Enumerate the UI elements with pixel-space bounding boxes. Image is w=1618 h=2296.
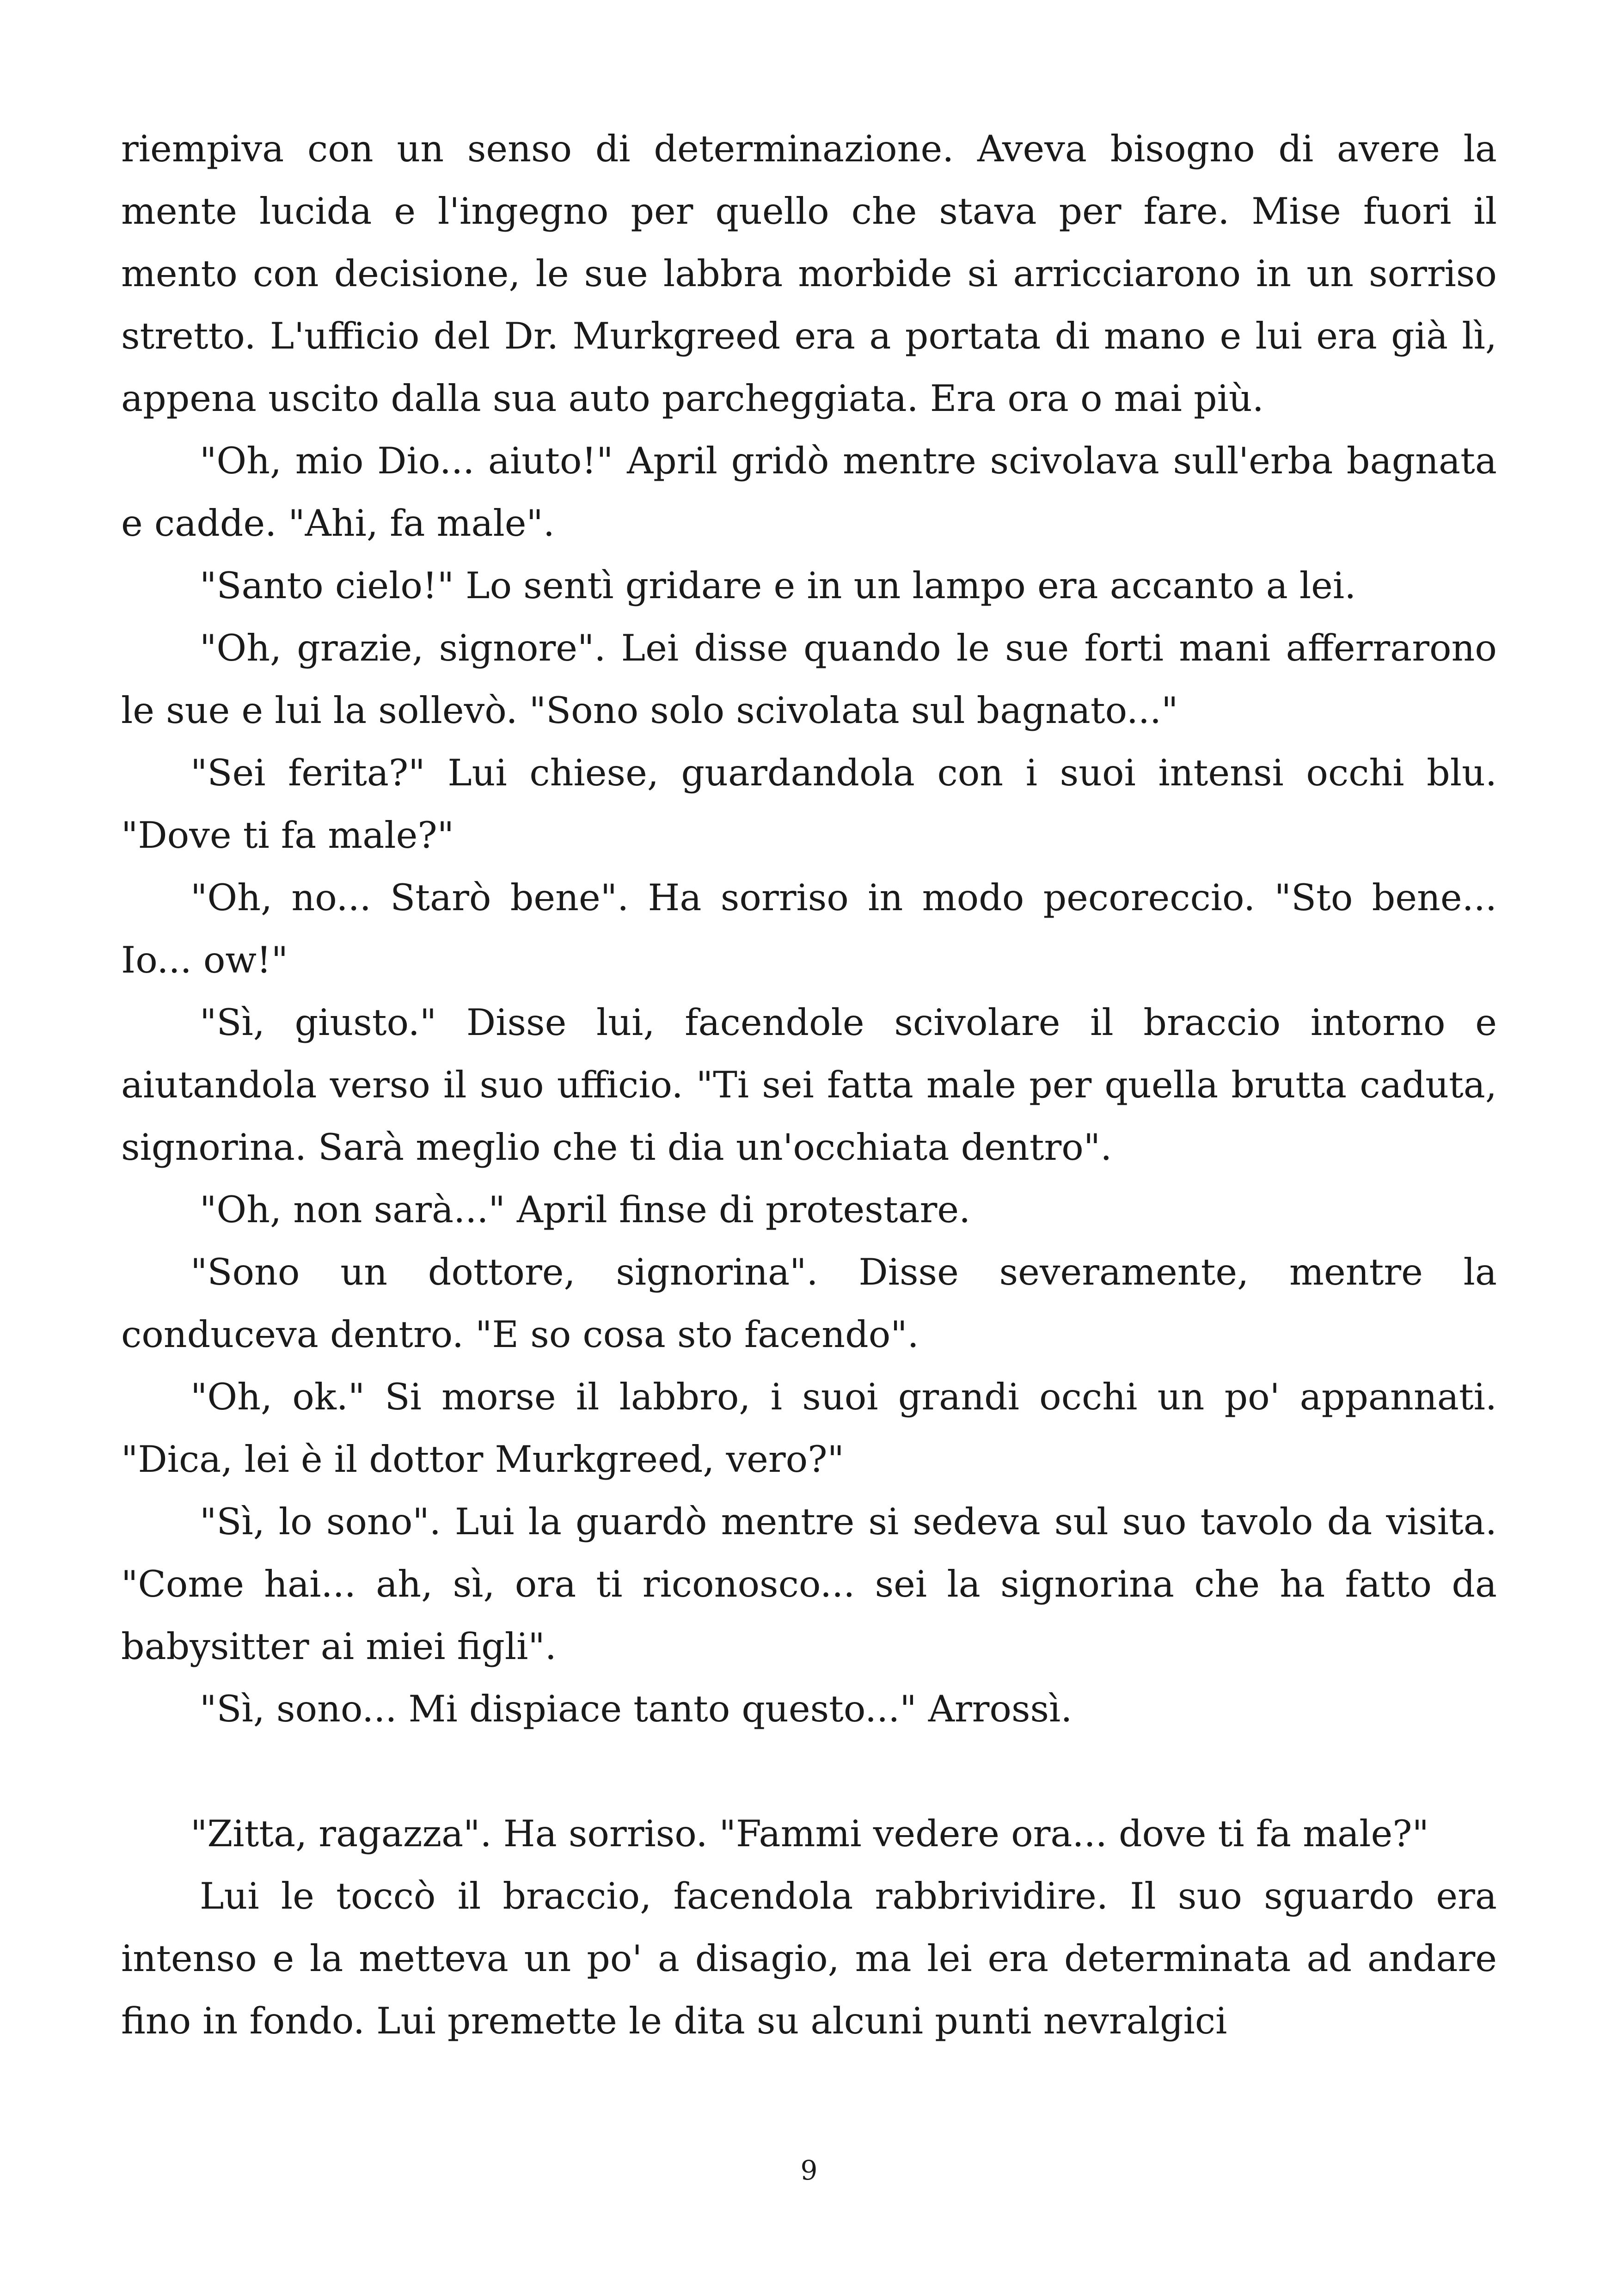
paragraph: "Oh, grazie, signore". Lei disse quando le sue forti mani afferrarono le sue e lui la sollevò. "Sono solo scivolata sul bagnato..." <box>121 627 1497 732</box>
paragraph: "Oh, mio Dio... aiuto!" April gridò mentre scivolava sull'erba bagnata e cadde. "Ahi, fa male". <box>121 440 1497 545</box>
paragraph: "Sì, sono... Mi dispiace tanto questo..." Arrossì. <box>200 1688 1073 1730</box>
paragraph: "Oh, no... Starò bene". Ha sorriso in modo pecoreccio. "Sto bene... Io... ow!" <box>121 876 1497 981</box>
paragraph: "Oh, non sarà..." April finse di protestare. <box>200 1188 971 1231</box>
paragraph: "Zitta, ragazza". Ha sorriso. "Fammi vedere ora... dove ti fa male?" <box>190 1812 1429 1855</box>
paragraph: "Sei ferita?" Lui chiese, guardandola con i suoi intensi occhi blu. "Dove ti fa male?" <box>121 752 1497 857</box>
body-text <box>121 118 1497 2052</box>
paragraph: "Sì, lo sono". Lui la guardò mentre si sedeva sul suo tavolo da visita. "Come hai... ah, sì, ora ti riconosco... sei la signorina che ha fatto da babysitter ai miei figli". <box>121 1500 1497 1668</box>
paragraph: riempiva con un senso di determinazione. Aveva bisogno di avere la mente lucida e l'ingegno per quello che stava per fare. Mise fuori il mento con decisione, le sue labbra morbide si arricciarono in un sorriso stretto. L'ufficio del Dr. Murkgreed era a portata di mano e lui era già lì, appena uscito dalla sua auto parcheggiata. Era ora o mai più. <box>121 128 1497 420</box>
paragraph: "Oh, ok." Si morse il labbro, i suoi grandi occhi un po' appannati. "Dica, lei è il dottor Murkgreed, vero?" <box>121 1376 1497 1481</box>
paragraph-gap <box>121 1740 1497 1803</box>
paragraph: "Sono un dottore, signorina". Disse severamente, mentre la conduceva dentro. "E so cosa sto facendo". <box>121 1251 1497 1356</box>
paragraph: "Sì, giusto." Disse lui, facendole scivolare il braccio intorno e aiutandola verso il suo ufficio. "Ti sei fatta male per quella brutta caduta, signorina. Sarà meglio che ti dia un'occhiata dentro". <box>121 1001 1497 1169</box>
paragraph: "Santo cielo!" Lo sentì gridare e in un lampo era accanto a lei. <box>200 564 1356 607</box>
page-number: 9 <box>800 2155 818 2186</box>
paragraph: Lui le toccò il braccio, facendola rabbrividire. Il suo sguardo era intenso e la metteva un po' a disagio, ma lei era determinata ad andare fino in fondo. Lui premette le dita su alcuni punti nevralgici <box>121 1875 1497 2042</box>
